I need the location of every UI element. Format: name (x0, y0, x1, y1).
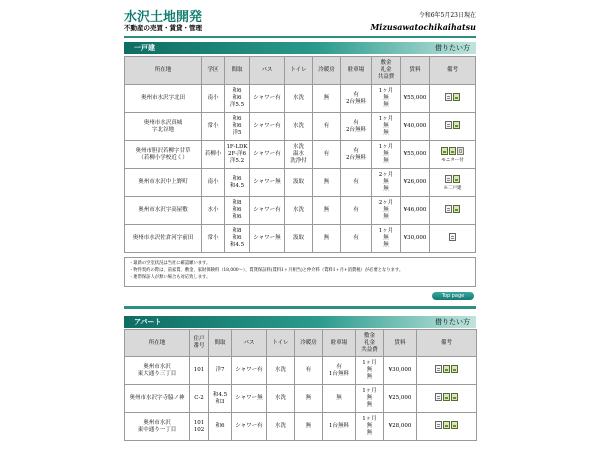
cell-school (202, 225, 224, 252)
photo-icon[interactable] (443, 393, 450, 401)
cell-rent (401, 113, 429, 140)
cell-deposit-text: 1ヶ月 無 無 (362, 388, 377, 408)
cell-rent-text: ¥30,000 (403, 235, 427, 241)
cell-bath-text: シャワー有 (253, 95, 281, 101)
table-row[interactable] (125, 169, 475, 196)
section-apart-band (124, 316, 476, 328)
cell-layout (209, 357, 231, 384)
cell-school (202, 113, 224, 140)
cell-rent-text: ¥55,000 (403, 95, 427, 101)
column-header-text: 備考 (446, 67, 458, 73)
column-header (341, 57, 371, 84)
cell-toilet (285, 169, 312, 196)
cell-toilet-text: 汲取 (292, 179, 304, 185)
cell-parking-text: 無 (336, 395, 342, 401)
cell-bath (250, 197, 284, 224)
cell-bath-text: シャワー有 (253, 207, 281, 213)
icon-group (445, 205, 460, 213)
cell-rent (384, 357, 416, 384)
column-header-text: 所在地 (154, 67, 172, 73)
cell-toilet-text: 水洗 温水 洗浄付 (290, 144, 307, 164)
cell-remarks (417, 413, 476, 440)
photo-icon[interactable] (441, 147, 448, 155)
cell-layout (225, 113, 249, 140)
cell-layout (225, 141, 249, 168)
map-icon[interactable] (457, 147, 464, 155)
column-header (209, 330, 231, 356)
cell-bath-text: シャワー有 (253, 151, 281, 157)
table-row[interactable] (125, 141, 475, 168)
cell-school-text: 常小 (207, 123, 219, 129)
cell-deposit (356, 413, 383, 440)
note-line: ・物件契約の際は、前家賃、敷金、家財保険料（18,000～）、賃貸保証料(賃料1ヶ月相当)と仲介料（賃料1ヶ月+消費税）が必要となります。 (129, 268, 404, 273)
cell-toilet (267, 357, 294, 384)
cell-remarks (417, 385, 476, 412)
cell-parking-text: 有 (353, 235, 359, 241)
cell-rent (401, 225, 429, 252)
cell-toilet-text: 水洗 (274, 395, 286, 401)
table-row[interactable] (125, 225, 475, 252)
column-header (232, 330, 266, 356)
table-row[interactable] (125, 413, 476, 440)
column-header-text: 賃料 (394, 339, 406, 346)
cell-school (202, 169, 224, 196)
cell-parking-text: 有 1台無料 (329, 363, 349, 377)
cell-remarks (430, 113, 475, 140)
cell-remarks (430, 225, 475, 252)
column-header-text: 備考 (440, 339, 452, 346)
cell-unit (190, 413, 208, 440)
cell-aircon-text: 有 (323, 123, 330, 129)
cell-bath (250, 85, 284, 112)
column-header (384, 330, 416, 356)
cell-parking (341, 197, 371, 224)
note-line: ・連帯保証人が無い場合も対応致します。 (129, 275, 211, 280)
cell-location (125, 385, 189, 412)
cell-aircon-text: 有 (323, 151, 330, 157)
cell-layout (225, 169, 249, 196)
cell-location (125, 225, 201, 252)
column-header (313, 57, 340, 84)
column-header-text: 住戸 番号 (193, 336, 205, 349)
cell-layout-text: 和6 (215, 423, 225, 429)
icon-group (445, 121, 460, 129)
cell-location (125, 197, 201, 224)
cell-deposit-text: 1ヶ月 無 無 (362, 416, 377, 436)
cell-rent-text: ¥28,000 (388, 423, 412, 429)
column-header-text: 賃料 (409, 67, 421, 73)
cell-remarks (417, 357, 476, 384)
cell-bath-text: シャワー有 (253, 123, 281, 129)
photo-icon[interactable] (449, 147, 456, 155)
cell-rent (401, 141, 429, 168)
cell-school-text: 若柳小 (204, 151, 222, 157)
cell-location-text: 奥州市胆沢若柳字甘草 （若柳小学校近く） (135, 147, 191, 161)
cell-rent (384, 413, 416, 440)
cell-location (125, 413, 189, 440)
column-header (250, 57, 284, 84)
floor-plan-icon[interactable] (435, 421, 442, 429)
date-line: 令和6年5月23日現在 (418, 12, 476, 19)
section-house-right-label: 借りたい方 (435, 44, 470, 52)
cell-deposit-text: 1ヶ月 無 無 (378, 116, 394, 136)
cell-rent-text: ¥30,000 (388, 367, 412, 373)
column-header-text: 駐車場 (347, 67, 365, 73)
cell-toilet (285, 141, 312, 168)
cell-layout (225, 225, 249, 252)
column-header-text: 駐車場 (330, 339, 348, 346)
cell-location-text: 奥州市水沢佐倉河字前田 (132, 235, 194, 241)
cell-layout (209, 413, 231, 440)
cell-rent-text: ¥26,000 (403, 179, 427, 185)
cell-school-text: 水小 (207, 207, 219, 213)
cell-school-text: 南小 (207, 95, 219, 101)
photo-icon[interactable] (443, 365, 450, 373)
cell-aircon (313, 113, 340, 140)
cell-layout (209, 385, 231, 412)
remark-note: モニター付 (441, 157, 464, 163)
cell-rent (401, 197, 429, 224)
column-header-text: 間取 (214, 339, 226, 346)
column-header-text: 敷金 礼金 共益費 (361, 332, 378, 353)
cell-rent-text: ¥46,000 (403, 207, 427, 213)
cell-parking-text: 有 2台無料 (346, 91, 366, 105)
cell-unit-text: 101 (193, 367, 205, 373)
column-header-text: トイレ (290, 67, 307, 73)
cell-parking-text: 1台無料 (329, 423, 349, 429)
note-line: ・最新の空室状況は当社に確認願います。 (129, 261, 211, 266)
floor-plan-icon[interactable] (445, 93, 452, 101)
cell-layout (225, 85, 249, 112)
column-header (190, 330, 208, 356)
site-subtitle: 不動産の売買・賃貸・管理 (124, 24, 202, 32)
section-apart-title: アパート (134, 317, 162, 326)
cell-bath (250, 141, 284, 168)
cell-bath (232, 357, 266, 384)
cell-rent (384, 385, 416, 412)
photo-icon[interactable] (453, 175, 460, 183)
cell-aircon (313, 141, 340, 168)
site-title[interactable]: 水沢土地開発 (124, 10, 203, 25)
cell-layout-text: 和6 和6 洋5.5 (229, 88, 245, 108)
cell-school-text: 常小 (207, 235, 219, 241)
cell-parking (341, 113, 371, 140)
cell-deposit-text: 2ヶ月 無 無 (378, 172, 394, 192)
cell-deposit (372, 169, 400, 196)
apart-table (124, 329, 477, 441)
cell-bath (232, 413, 266, 440)
table-row[interactable] (125, 85, 475, 112)
cell-aircon (295, 357, 322, 384)
cell-location-text: 奥州市水沢真城 字北谷地 (143, 119, 183, 133)
photo-icon[interactable] (451, 421, 458, 429)
cell-school (202, 85, 224, 112)
column-header-text: 間取 (231, 67, 243, 73)
column-header (430, 57, 475, 84)
column-header-text: 敷金 礼金 共益費 (377, 60, 395, 80)
photo-icon[interactable] (453, 121, 460, 129)
cell-remarks (430, 169, 475, 196)
cell-remarks (430, 197, 475, 224)
cell-layout-text: 和4.5 和3 (212, 391, 228, 405)
cell-location-text: 奥州市水沢字寺脇ノ神 (129, 395, 185, 401)
photo-icon[interactable] (453, 93, 460, 101)
cell-location (125, 141, 201, 168)
floor-plan-icon[interactable] (435, 365, 442, 373)
cell-aircon (313, 225, 340, 252)
table-row[interactable] (125, 385, 476, 412)
cell-bath-text: シャワー有 (235, 423, 263, 429)
column-header-text: バス (261, 67, 273, 73)
column-header (225, 57, 249, 84)
header-rule (124, 36, 476, 38)
cell-parking (341, 85, 371, 112)
cell-location-text: 奥州市水沢字高屋敷 (138, 207, 188, 213)
cell-unit (190, 357, 208, 384)
table-row[interactable] (125, 197, 475, 224)
cell-toilet (285, 225, 312, 252)
cell-bath (250, 169, 284, 196)
cell-location-text: 奥州市水沢字北田 (140, 95, 185, 101)
cell-toilet-text: 水洗 (292, 95, 304, 101)
cell-aircon-text: 無 (323, 95, 330, 101)
section-house-title: 一戸建 (134, 43, 155, 52)
cell-toilet (267, 385, 294, 412)
icon-group (441, 147, 464, 155)
cell-rent (401, 85, 429, 112)
column-header (417, 330, 476, 356)
top-page-button[interactable]: Top page (432, 292, 474, 300)
cell-parking-text: 有 2台無料 (346, 147, 366, 161)
floor-plan-icon[interactable] (445, 205, 452, 213)
cell-parking-text: 有 (353, 179, 359, 185)
cell-remarks (430, 85, 475, 112)
column-header-text: 冷暖房 (300, 339, 317, 346)
table-row[interactable] (125, 357, 476, 384)
cell-bath-text: シャワー有 (235, 367, 263, 373)
cell-toilet-text: 水洗 (274, 367, 286, 373)
photo-icon[interactable] (451, 393, 458, 401)
section-apart-right-label: 借りたい方 (435, 318, 470, 326)
photo-icon[interactable] (443, 421, 450, 429)
cell-school (202, 141, 224, 168)
column-header (295, 330, 322, 356)
cell-unit-text: C-2 (194, 395, 204, 401)
cell-layout-text: 和6 和6 洋5 (232, 116, 242, 136)
cell-unit-text: 101 102 (193, 419, 205, 433)
icon-group (445, 93, 460, 101)
cell-layout-text: 和8 和6 和4.5 (229, 228, 245, 248)
icon-group (435, 365, 458, 373)
cell-parking-text: 有 (353, 207, 359, 213)
cell-bath-text: シャワー無 (253, 179, 281, 185)
cell-parking (341, 169, 371, 196)
cell-bath (232, 385, 266, 412)
cell-parking (323, 413, 355, 440)
cell-rent-text: ¥55,000 (403, 151, 427, 157)
cell-rent (401, 169, 429, 196)
cell-aircon-text: 無 (305, 395, 312, 401)
column-header-text: 所在地 (148, 339, 166, 346)
cell-location-text: 奥州市水沢 東中通り一丁目 (137, 419, 177, 433)
cell-aircon-text: 無 (323, 179, 330, 185)
column-header (267, 330, 294, 356)
cell-aircon (313, 169, 340, 196)
cell-aircon (295, 385, 322, 412)
cell-location (125, 169, 201, 196)
cell-deposit (372, 113, 400, 140)
icon-group (435, 421, 458, 429)
cell-parking-text: 有 2台無料 (346, 119, 366, 133)
cell-location (125, 113, 201, 140)
cell-aircon-text: 無 (305, 423, 312, 429)
cell-bath-text: シャワー無 (235, 395, 263, 401)
cell-deposit-text: 1ヶ月 無 無 (378, 144, 394, 164)
cell-deposit (372, 225, 400, 252)
column-header (401, 57, 429, 84)
cell-deposit (356, 385, 383, 412)
cell-bath-text: シャワー無 (253, 235, 281, 241)
icon-group (449, 233, 456, 241)
cell-toilet (267, 413, 294, 440)
cell-deposit (372, 85, 400, 112)
cell-deposit (372, 141, 400, 168)
column-header-text: 冷暖房 (318, 67, 335, 73)
section-house-band (124, 42, 476, 54)
house-table (124, 56, 476, 253)
cell-bath (250, 225, 284, 252)
cell-aircon (313, 197, 340, 224)
cell-parking (341, 225, 371, 252)
column-header (356, 330, 383, 356)
cell-toilet-text: 水洗 (292, 207, 304, 213)
column-header (285, 57, 312, 84)
column-header (202, 57, 224, 84)
cell-layout (225, 197, 249, 224)
cell-toilet (285, 113, 312, 140)
cell-location-text: 奥州市水沢中上野町 (138, 179, 188, 185)
photo-icon[interactable] (451, 365, 458, 373)
cell-deposit-text: 2ヶ月 無 無 (378, 200, 394, 220)
cell-toilet-text: 水洗 (274, 423, 286, 429)
cell-location (125, 85, 201, 112)
cell-aircon (313, 85, 340, 112)
cell-location (125, 357, 189, 384)
column-header (125, 57, 201, 84)
cell-deposit (356, 357, 383, 384)
cell-aircon-text: 無 (323, 207, 330, 213)
cell-rent-text: ¥40,000 (403, 123, 427, 129)
house-notes (124, 257, 476, 287)
cell-layout-text: 和6 和4.5 (229, 175, 245, 189)
cell-deposit (372, 197, 400, 224)
site-header (124, 6, 476, 36)
photo-icon[interactable] (453, 205, 460, 213)
cell-remarks (430, 141, 475, 168)
floor-plan-icon[interactable] (445, 121, 452, 129)
icon-group (445, 175, 460, 183)
cell-school (202, 197, 224, 224)
section-rule (124, 306, 476, 309)
cell-aircon-text: 有 (305, 367, 312, 373)
cell-aircon (295, 413, 322, 440)
cell-deposit-text: 1ヶ月 無 無 (378, 88, 394, 108)
column-header-text: バス (243, 339, 255, 346)
cell-rent-text: ¥25,000 (388, 395, 412, 401)
cell-deposit-text: 1ヶ月 無 無 (378, 228, 394, 248)
remark-note: ※二戸建 (443, 185, 462, 191)
site-romaji: Mizusawatochikaihatsu (370, 22, 476, 32)
cell-parking (323, 385, 355, 412)
floor-plan-icon[interactable] (435, 393, 442, 401)
cell-toilet (285, 85, 312, 112)
cell-toilet (285, 197, 312, 224)
column-header-text: 学区 (207, 67, 219, 73)
cell-toilet-text: 汲取 (292, 235, 304, 241)
table-row[interactable] (125, 113, 475, 140)
cell-unit (190, 385, 208, 412)
cell-bath (250, 113, 284, 140)
cell-layout-text: 和8 和6 和6 (232, 200, 242, 220)
cell-deposit-text: 1ヶ月 無 無 (362, 360, 377, 380)
floor-plan-icon[interactable] (449, 233, 456, 241)
cell-toilet-text: 水洗 (292, 123, 304, 129)
column-header-text: トイレ (272, 339, 289, 346)
column-header (372, 57, 400, 84)
column-header (125, 330, 189, 356)
cell-parking (323, 357, 355, 384)
cell-location-text: 奥州市水沢 東大通り三丁目 (137, 363, 177, 377)
cell-school-text: 南小 (207, 179, 219, 185)
floor-plan-icon[interactable] (445, 175, 452, 183)
cell-layout-text: 洋7 (215, 367, 225, 373)
cell-parking (341, 141, 371, 168)
column-header (323, 330, 355, 356)
cell-layout-text: 1F-LDK 2F-洋6 洋5.2 (226, 144, 248, 164)
cell-aircon-text: 無 (323, 235, 330, 241)
icon-group (435, 393, 458, 401)
